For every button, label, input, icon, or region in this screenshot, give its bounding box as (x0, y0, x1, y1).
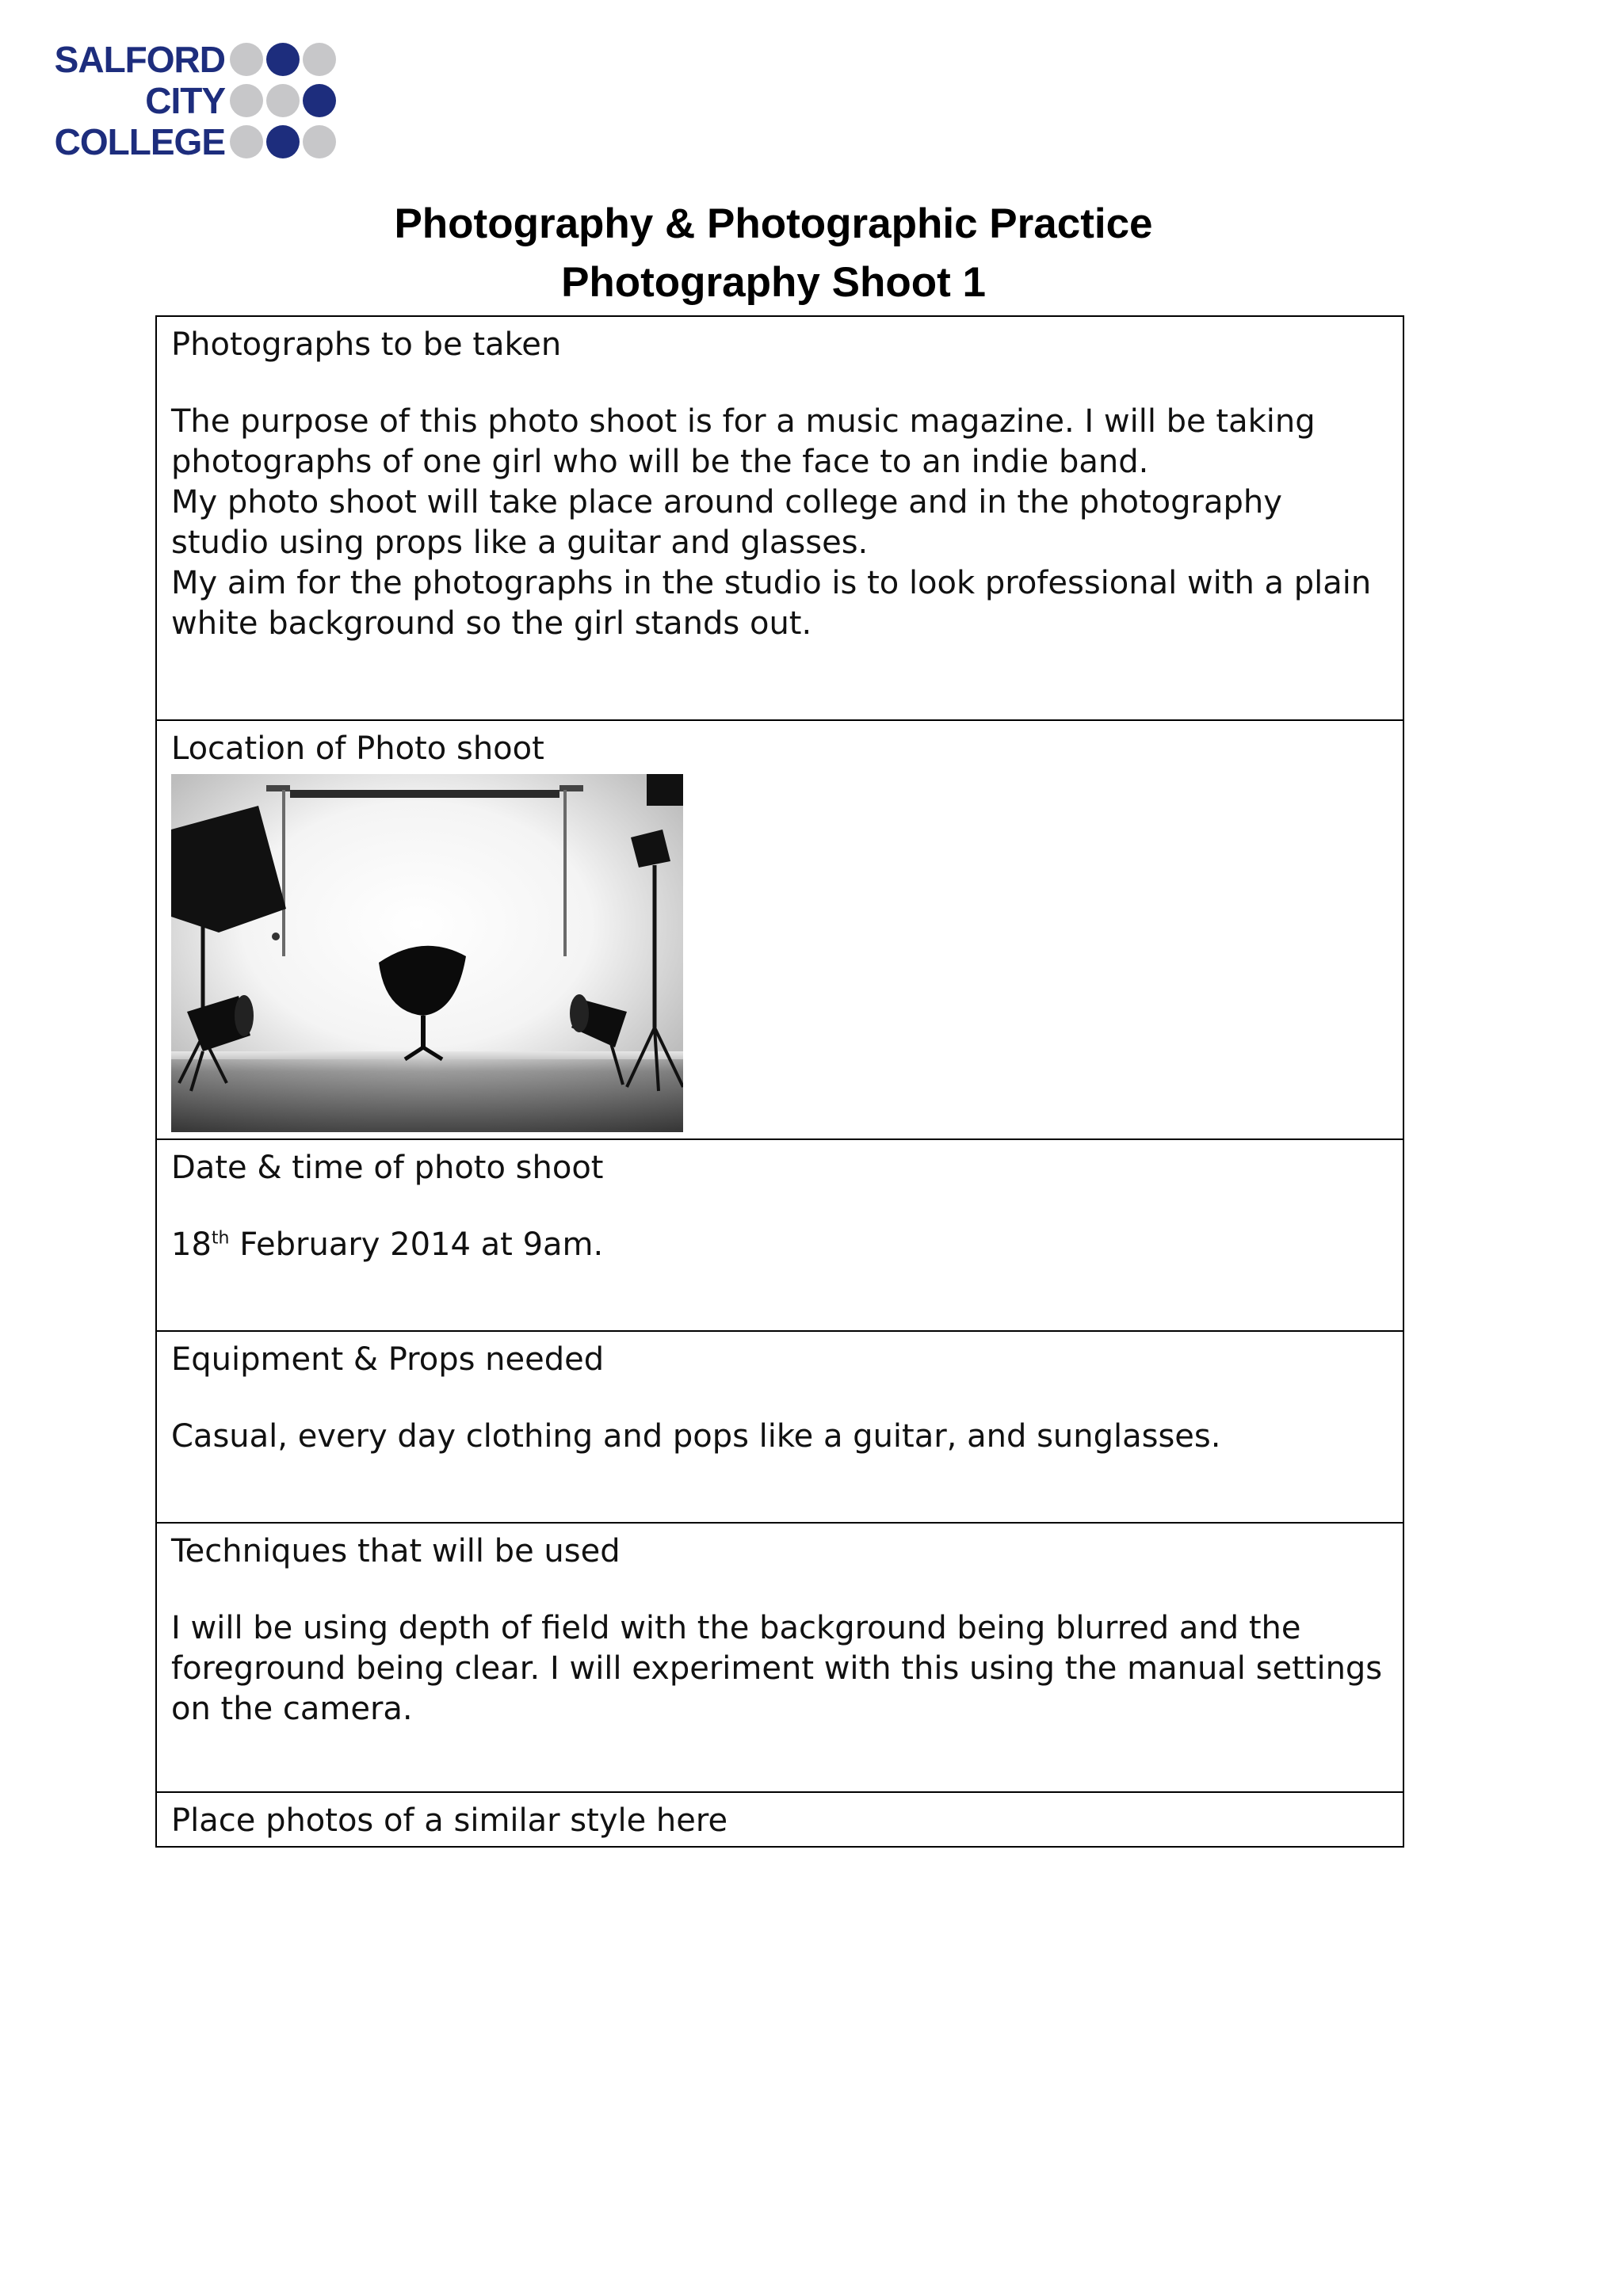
section-label-photographs: Photographs to be taken (171, 326, 562, 363)
photographs-paragraph: My photo shoot will take place around college and in the photography studio using props like a guitar and glasses. (171, 484, 1282, 561)
section-label-similar: Place photos of a similar style here (171, 1802, 728, 1839)
logo-dot (266, 43, 300, 76)
logo-dot (230, 43, 263, 76)
cell-equipment (156, 1331, 1403, 1523)
logo-word-salford: SALFORD (54, 39, 225, 80)
date-rest: February 2014 at 9am. (229, 1226, 604, 1263)
logo-word-college: COLLEGE (54, 121, 225, 162)
cell-datetime (156, 1139, 1403, 1331)
cell-techniques (156, 1523, 1403, 1792)
row-equipment (156, 1331, 1403, 1523)
section-label-location: Location of Photo shoot (171, 730, 544, 767)
cell-similar-photos (156, 1792, 1403, 1847)
row-techniques (156, 1523, 1403, 1792)
page-subtitle: Photography Shoot 1 (561, 259, 986, 306)
photographs-paragraph: The purpose of this photo shoot is for a music magazine. I will be taking photographs of one girl who will be the face to an indie band. (171, 403, 1316, 480)
row-datetime (156, 1139, 1403, 1331)
photographs-paragraph: My aim for the photographs in the studio is to look professional with a plain white background so the girl stands out. (171, 565, 1372, 642)
section-label-equipment: Equipment & Props needed (171, 1341, 605, 1378)
college-logo (27, 40, 360, 166)
shoot-date (171, 1225, 1388, 1265)
date-day: 18 (171, 1226, 212, 1263)
row-photographs (156, 316, 1403, 720)
shoot-plan-table (155, 315, 1404, 1848)
date-suffix: th (211, 1228, 230, 1249)
logo-dot (230, 125, 263, 158)
logo-dot (266, 84, 300, 117)
equipment-text: Casual, every day clothing and pops like a guitar, and sunglasses. (171, 1418, 1221, 1455)
logo-dot (230, 84, 263, 117)
logo-dot (303, 84, 336, 117)
logo-word-city: CITY (145, 80, 225, 121)
page-title: Photography & Photographic Practice (394, 200, 1153, 247)
row-similar-photos (156, 1792, 1403, 1847)
section-label-techniques: Techniques that will be used (171, 1533, 621, 1569)
row-location (156, 720, 1403, 1139)
logo-dot (303, 43, 336, 76)
document-header (0, 195, 1547, 312)
techniques-text: I will be using depth of field with the background being blurred and the foreground being clear. I will experiment with this using the manual settings on the camera. (171, 1610, 1383, 1727)
cell-photographs (156, 316, 1403, 720)
cell-location (156, 720, 1403, 1139)
logo-dot (303, 125, 336, 158)
section-label-datetime: Date & time of photo shoot (171, 1150, 604, 1186)
logo-dot (266, 125, 300, 158)
studio-photo (171, 774, 683, 1132)
